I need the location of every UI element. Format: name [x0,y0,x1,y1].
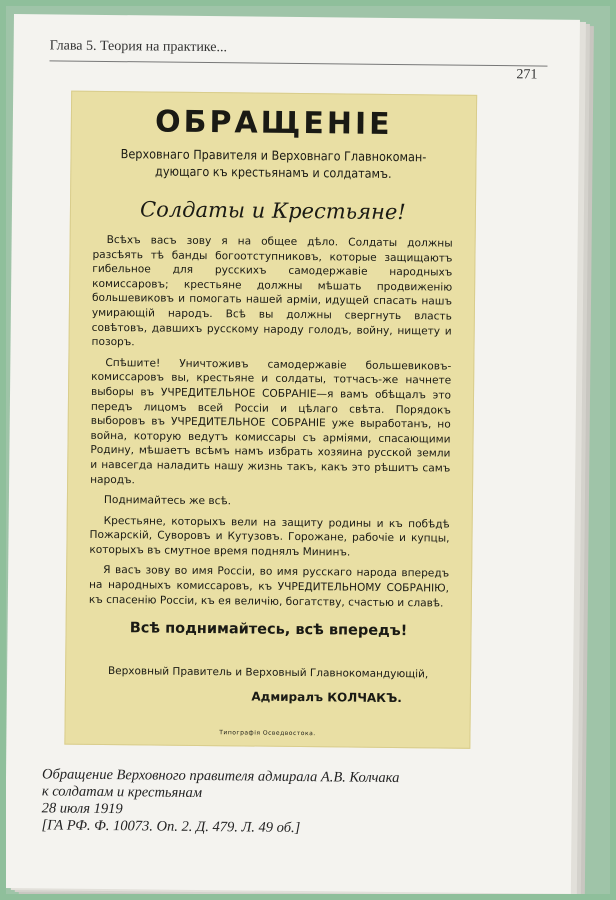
leaflet-image [64,91,477,749]
leaflet-subtitle-line-1: Верховнаго Правителя и Верховнаго Главнокоман- [120,146,427,165]
leaflet-paragraph-2: Спѣшите! Уничтоживъ самодержавіе большевиковъ-комиссаровъ вы, крестьяне и солдаты, тотчасъ-же начнете выборы въ УЧРЕДИТЕЛЬНОЕ СОБРАНІЕ—я вамъ обѣщалъ это передъ лицомъ всей Россіи и цѣлаго свѣта. Порядокъ выборовъ въ УЧРЕДИТЕЛЬНОЕ СОБРАНІЕ уже выработанъ, но война, которую ведутъ комиссары съ арміями, спасающими Родину, мѣшаетъ всѣмъ намъ избрать хозяина русской земли и навсегда наладить нашу жизнь такъ, какъ это рѣшитъ самъ народъ. [90,356,452,486]
leaflet-signature-title: Верховный Правитель и Верховный Главнокомандующій, [107,664,429,681]
leaflet-subtitle [85,145,461,183]
caption-date: 28 июля 1919 [41,800,123,818]
leaflet-address: Солдаты и Крестьяне! [140,197,406,225]
leaflet-signature-name: Адмиралъ КОЛЧАКЪ. [251,689,402,706]
caption-line-2: к солдатам и крестьянам [41,783,203,802]
figure-caption [41,766,522,839]
running-header [49,36,548,83]
page-number: 271 [516,67,538,83]
caption-archive-reference: [ГА РФ. Ф. 10073. Оп. 2. Д. 479. Л. 49 об.] [41,817,301,837]
leaflet-subtitle-line-2: дующаго къ крестьянамъ и солдатамъ. [155,163,392,181]
leaflet-paragraph-4: Крестьяне, которыхъ вели на защиту родины и къ побѣдѣ Пожарскій, Суворовъ и Кутузовъ. Горожане, рабочіе и купцы, которыхъ въ смутное время поднялъ Мининъ. [89,514,450,559]
leaflet-paragraph-1: Всѣхъ васъ зову я на общее дѣло. Солдаты должны разсѣять тѣ банды богоотступниковъ, которые защищаютъ гибельное для русскихъ самодержавіе народныхъ комиссаровъ; крестьяне должны мѣшать продвиженію большевиковъ и помогать нашей арміи, идущей спасать нашъ умирающій народъ. Всѣ вы должны свергнуть власть совѣтовъ, давшихъ русскому народу голодъ, войну, нищету и позоръ. [91,233,453,349]
leaflet-paragraph-5: Я васъ зову во имя Россіи, во имя русскаго народа впередъ на народныхъ комиссаровъ, къ УЧРЕДИТЕЛЬНОМУ СОБРАНІЮ, къ спасенію Россіи, къ ея величію, богатству, счастью и славѣ. [88,564,450,610]
caption-line-1: Обращение Верховного правителя адмирала А.В. Колчака [41,766,400,787]
leaflet-title: ОБРАЩЕНІЕ [154,104,393,142]
leaflet-call: Всѣ поднимайтесь, всѣ впередъ! [129,620,408,640]
book-page [5,14,580,894]
chapter-title: Глава 5. Теория на практике... [49,38,228,56]
leaflet-printer: Типографія Осведвостока. [219,729,316,738]
leaflet-body [87,233,452,743]
leaflet-paragraph-3: Поднимайтесь же всѣ. [103,494,232,508]
